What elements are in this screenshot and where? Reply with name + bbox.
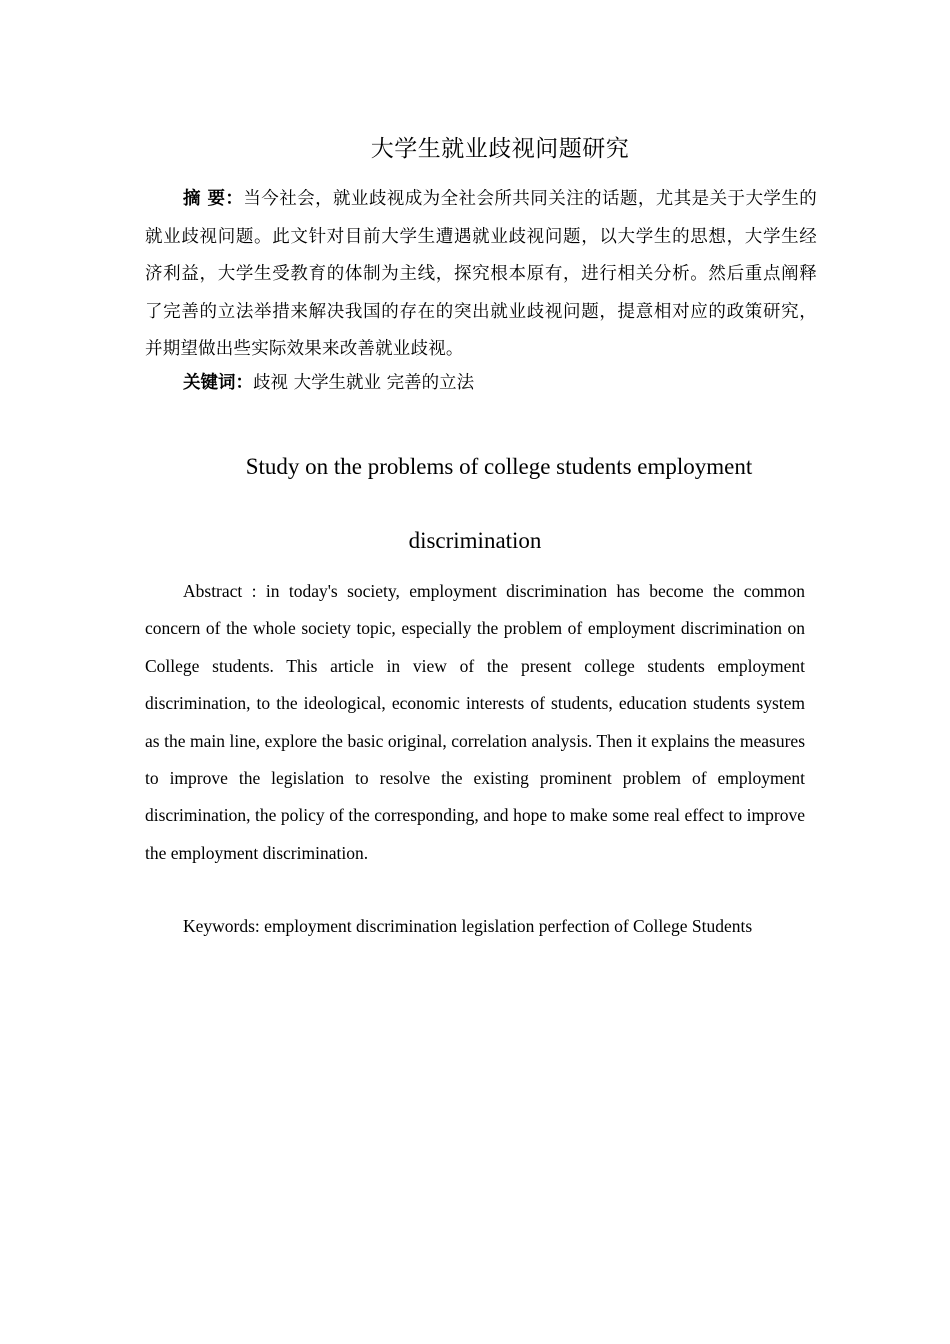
chinese-keywords-text: 歧视 大学生就业 完善的立法: [253, 373, 475, 393]
chinese-abstract: [145, 181, 817, 369]
chinese-keywords-label: 关键词：: [183, 373, 253, 393]
english-title-line2: discrimination: [408, 528, 542, 553]
english-keywords-text: employment discrimination legislation perfection of College Students: [264, 916, 753, 936]
english-abstract-text: in today's society, employment discrimination has become the common concern of the whole society topic, especially the problem of employment discrimination on College students. This article in view of the present college students employment discrimination, to the ideological, economic interests of students, education students system as the main line, explore the basic original, correlation analysis. Then it explains the measures to improve the legislation to resolve the existing prominent problem of employment discrimination, the policy of the corresponding, and hope to make some real effect to improve the employment discrimination.: [145, 581, 806, 863]
chinese-abstract-label: 摘 要：: [183, 189, 244, 209]
english-abstract: [145, 573, 805, 872]
english-keywords: [183, 908, 752, 944]
chinese-abstract-text: 当今社会，就业歧视成为全社会所共同关注的话题，尤其是关于大学生的就业歧视问题。此文针对目前大学生遭遇就业歧视问题，以大学生的思想，大学生经济利益，大学生受教育的体制为主线，探究根本原有，进行相关分析。然后重点阐释了完善的立法举措来解决我国的存在的突出就业歧视问题，提意相对应的政策研究，并期望做出些实际效果来改善就业歧视。: [145, 189, 817, 360]
chinese-title: 大学生就业歧视问题研究: [370, 136, 630, 162]
english-title-line1: Study on the problems of college students employment: [245, 454, 753, 479]
english-keywords-label: Keywords:: [183, 916, 260, 936]
english-abstract-label: Abstract :: [183, 581, 257, 601]
chinese-keywords: [183, 366, 474, 400]
